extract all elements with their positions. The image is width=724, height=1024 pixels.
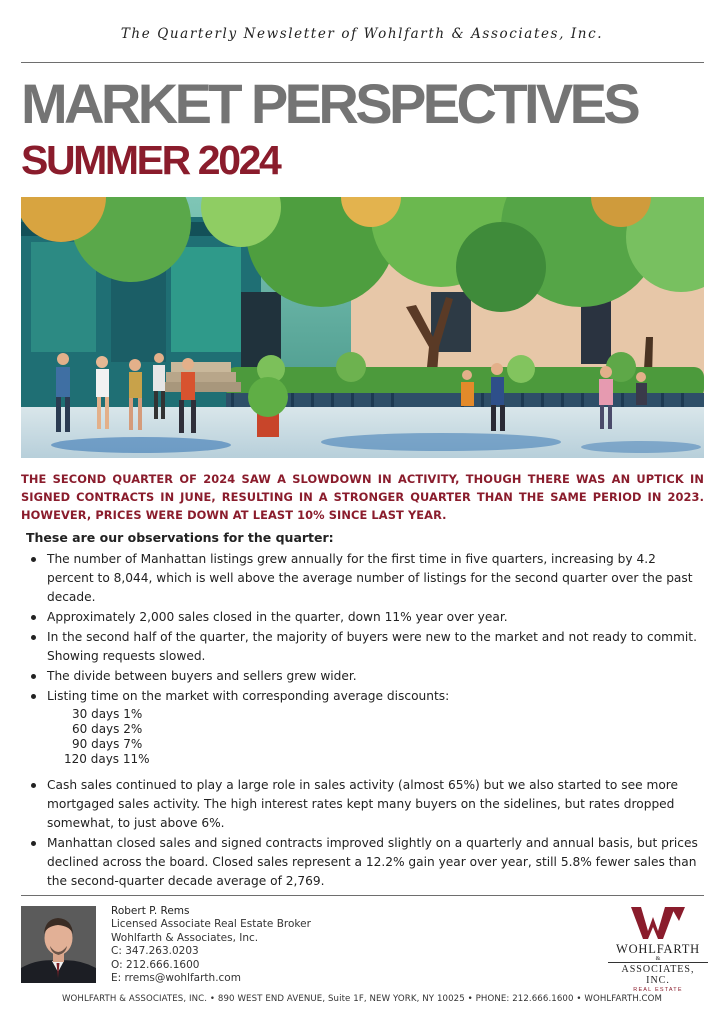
discount-item: 60 days 2%	[72, 722, 143, 736]
intro-summary: THE SECOND QUARTER OF 2024 SAW A SLOWDOWN IN ACTIVITY, THOUGH THERE WAS AN UPTICK IN SIGNED CONTRACTS IN JUNE, RESULTING IN A STRONGER QUARTER THAN THE SAME PERIOD IN 2023. HOWEVER, PRICES WERE DOWN AT LEAST 10% SINCE LAST YEAR.	[21, 472, 704, 522]
observations-heading: These are our observations for the quarter:	[26, 530, 334, 545]
logo-company-name: WOHLFARTH	[616, 942, 700, 956]
list-item: Cash sales continued to play a large role in sales activity (almost 65%) but we also started to see more mortgaged sales activity. The high interest rates kept many buyers on the sidelines, but rates dropped somewhat, to just above 6%.	[26, 776, 706, 833]
issue-subtitle: SUMMER 2024	[21, 137, 280, 183]
list-item: Approximately 2,000 sales closed in the quarter, down 11% year over year.	[26, 608, 706, 627]
page-title: MARKET PERSPECTIVES	[21, 72, 638, 135]
top-divider	[21, 62, 704, 63]
agent-name: Robert P. Rems	[111, 905, 190, 917]
discount-list	[64, 707, 150, 767]
email-link[interactable]: E: rrems@wohlfarth.com	[111, 972, 241, 985]
bottom-divider	[21, 895, 704, 896]
agent-headshot	[21, 906, 96, 983]
observations-list-continued	[26, 776, 706, 892]
list-item: Manhattan closed sales and signed contracts improved slightly on a quarterly and annual basis, but prices declined across the board. Closed sales represent a 12.2% gain year over year, still 5.8% fewer sales than the second-quarter decade average of 2,769.	[26, 834, 706, 891]
company-logo	[608, 905, 708, 994]
agent-role: Licensed Associate Real Estate Broker	[111, 918, 311, 931]
list-item: The number of Manhattan listings grew annually for the first time in five quarters, increasing by 4.2 percent to 8,044, which is well above the average number of listings for the second quarter over the past decade.	[26, 550, 706, 607]
newsletter-tagline: The Quarterly Newsletter of Wohlfarth & Associates, Inc.	[120, 26, 604, 42]
agent-company: Wohlfarth & Associates, Inc.	[111, 931, 259, 944]
logo-associates: ASSOCIATES, INC.	[608, 962, 708, 986]
contact-block	[111, 905, 311, 985]
logo-tagline: REAL ESTATE	[633, 987, 683, 993]
discount-item: 90 days 7%	[72, 737, 143, 751]
list-item: The divide between buyers and sellers grew wider.	[26, 667, 706, 686]
discount-item: 30 days 1%	[72, 707, 143, 721]
list-item: Listing time on the market with corresponding average discounts:	[26, 687, 706, 706]
observations-list	[26, 550, 706, 707]
office-phone[interactable]: O: 212.666.1600	[111, 958, 200, 971]
discount-item: 120 days 11%	[64, 752, 150, 766]
logo-ampersand: &	[655, 956, 661, 962]
hero-illustration	[21, 197, 704, 458]
logo-w-icon	[631, 905, 685, 941]
cell-phone[interactable]: C: 347.263.0203	[111, 945, 199, 958]
list-item: In the second half of the quarter, the majority of buyers were new to the market and not ready to commit. Showing requests slowed.	[26, 628, 706, 666]
footer-address: WOHLFARTH & ASSOCIATES, INC. • 890 WEST END AVENUE, Suite 1F, NEW YORK, NY 10025 • PHONE: 212.666.1600 • WOHLFARTH.COM	[61, 994, 663, 1004]
